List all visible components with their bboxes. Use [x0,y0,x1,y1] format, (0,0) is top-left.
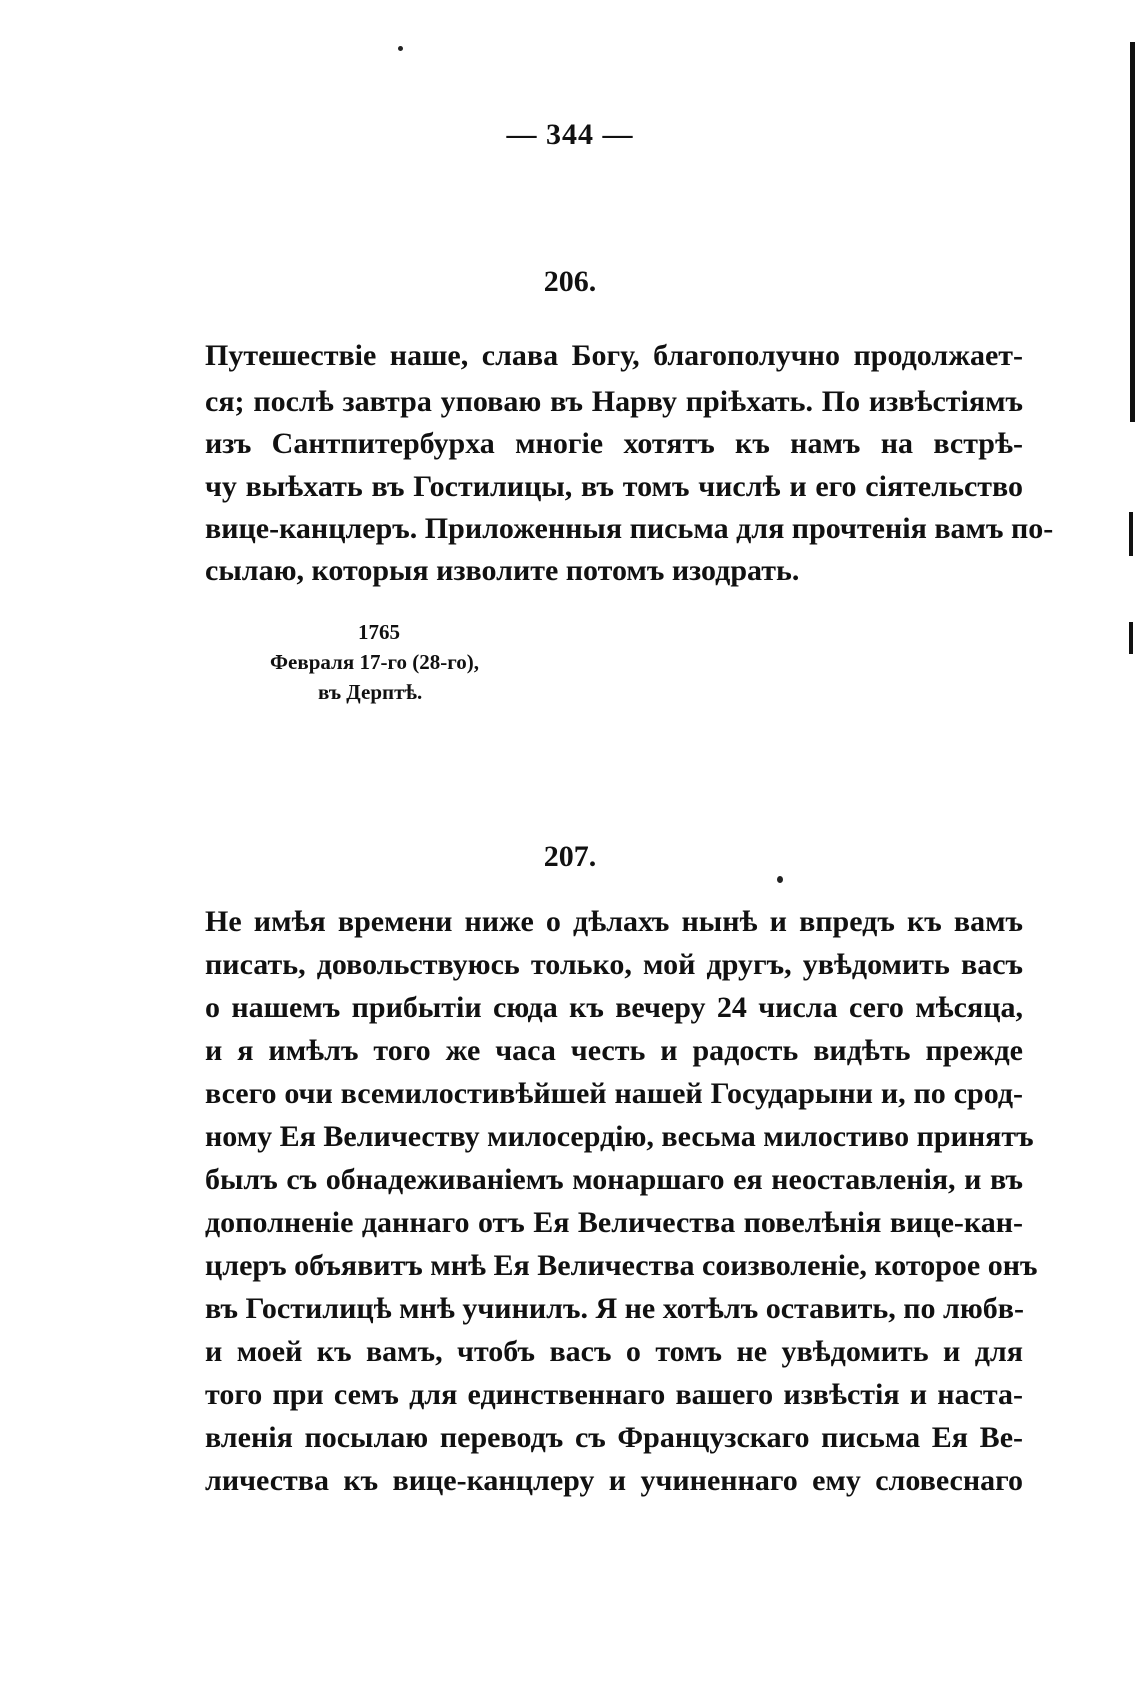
page-number: — 344 — [506,118,634,151]
scan-margin-line [1130,42,1135,422]
letter-number: 206. [543,265,597,298]
letter-line: былъ съ обнадеживаніемъ монаршаго ея неоставленія, и въ [205,1163,1023,1196]
letter-line: дополненіе даннаго отъ Ея Величества повелѣнія вице-кан- [205,1206,1023,1239]
scan-margin-mark [1129,512,1133,556]
letter-line: о нашемъ прибытіи сюда къ вечеру 24 числа сего мѣсяца, [205,991,1023,1024]
letter-line: и моей къ вамъ, чтобъ васъ о томъ не увѣдомить и для [205,1335,1023,1368]
letter-line: ся; послѣ завтра уповаю въ Нарву пріѣхать. По извѣстіямъ [205,385,1023,418]
dateline-day: Февраля 17-го (28-го), [270,650,479,674]
letter-line: и я имѣлъ того же часа честь и радость видѣть прежде [205,1034,1023,1067]
letter-number: 207. [543,840,597,873]
letter-line: вице-канцлеръ. Приложенныя письма для прочтенія вамъ по- [205,512,1054,545]
letter-line: сылаю, которыя изволите потомъ изодрать. [205,554,800,587]
letter-line: личества къ вице-канцлеру и учиненнаго ему словеснаго [205,1464,1023,1497]
scan-speck [777,876,783,883]
dateline-year: 1765 [358,620,400,644]
letter-line: чу выѣхать въ Гостилицы, въ томъ числѣ и его сіятельство [205,470,1023,503]
scan-margin-mark [1129,622,1133,654]
letter-line: всего очи всемилостивѣйшей нашей Государыни и, по срод- [205,1077,1023,1110]
letter-line: писать, довольствуюсь только, мой другъ, увѣдомить васъ [205,948,1023,981]
letter-line: изъ Сантпитербурха многіе хотятъ къ намъ на встрѣ- [205,427,1023,460]
letter-line: Не имѣя времени ниже о дѣлахъ нынѣ и впредъ къ вамъ [205,905,1023,938]
letter-line: того при семъ для единственнаго вашего извѣстія и наста- [205,1378,1023,1411]
letter-line: въ Гостилицѣ мнѣ учинилъ. Я не хотѣлъ оставить, по любв- [205,1292,1024,1325]
letter-line: вленія посылаю переводъ съ Французскаго письма Ея Ве- [205,1421,1023,1454]
letter-line: ному Ея Величеству милосердію, весьма милостиво принятъ [205,1120,1034,1153]
letter-line: Путешествіе наше, слава Богу, благополучно продолжает- [205,339,1023,372]
dateline-place: въ Дерптѣ. [318,680,423,704]
scan-speck [398,46,403,51]
letter-line: цлеръ объявитъ мнѣ Ея Величества соизволеніе, которое онъ [205,1249,1038,1282]
